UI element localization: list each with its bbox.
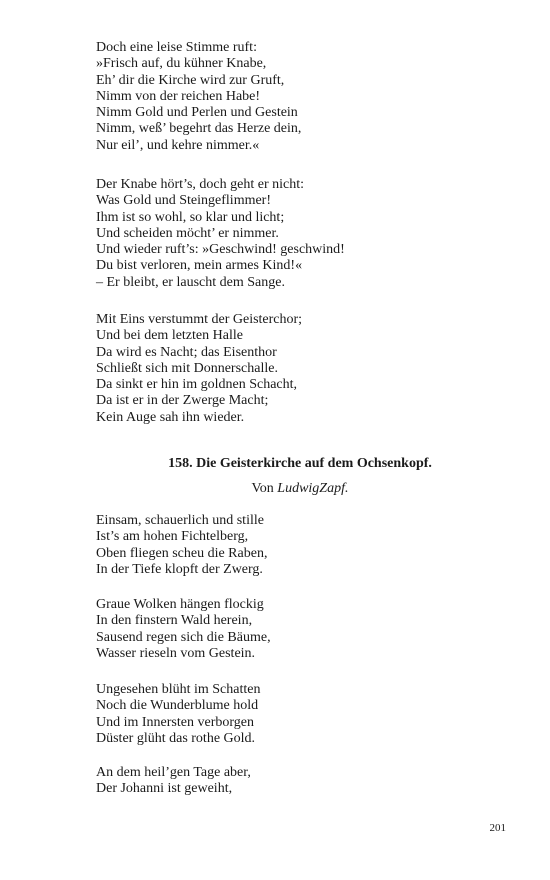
poem-line: Mit Eins verstummt der Geisterchor; <box>96 312 303 327</box>
poem-line: Ihm ist so wohl, so klar und licht; <box>96 209 285 225</box>
poem-line: Der Johanni ist geweiht, <box>96 781 233 797</box>
poem-line: – Er bleibt, er lauscht dem Sange. <box>96 274 285 290</box>
poem-stanza <box>96 682 260 747</box>
poem-line: Da sinkt er hin im goldnen Schacht, <box>96 377 298 393</box>
poem-line: Der Knabe hört’s, doch geht er nicht: <box>96 177 304 192</box>
byline-prefix: Von <box>251 481 274 496</box>
poem-line: Nimm, weß’ begehrt das Herze dein, <box>96 121 302 137</box>
poem-stanza <box>96 765 251 798</box>
poem-stanza <box>96 177 345 291</box>
poem-stanza <box>96 40 301 154</box>
poem-line: In der Tiefe klopft der Zwerg. <box>96 561 263 577</box>
poem-stanza <box>96 597 271 662</box>
poem-line: Du bist verloren, mein armes Kind!« <box>96 258 303 274</box>
poem-line: Und wieder ruft’s: »Geschwind! geschwind! <box>96 242 345 258</box>
poem-stanza <box>96 312 302 426</box>
poem-line: Doch eine leise Stimme ruft: <box>96 40 257 55</box>
poem-line: Eh’ dir die Kirche wird zur Gruft, <box>96 72 285 88</box>
poem-line: Und bei dem letzten Halle <box>96 328 243 344</box>
poem-line: Sausend regen sich die Bäume, <box>96 629 271 645</box>
poem-line: In den finstern Wald herein, <box>96 613 253 629</box>
poem-line: Und im Innersten verborgen <box>96 714 254 730</box>
poem-line: Nimm von der reichen Habe! <box>96 88 261 104</box>
poem-stanza <box>96 513 267 578</box>
poem-line: Schließt sich mit Donnerschalle. <box>96 360 278 376</box>
poem-line: Da ist er in der Zwerge Macht; <box>96 393 269 409</box>
poem-line: Was Gold und Steingeflimmer! <box>96 193 272 209</box>
poem-line: Noch die Wunderblume hold <box>96 698 259 714</box>
poem-line: »Frisch auf, du kühner Knabe, <box>96 56 267 72</box>
poem-byline <box>0 481 550 497</box>
poem-line: Graue Wolken hängen flockig <box>96 597 264 612</box>
poem-line: Und scheiden möcht’ er nimmer. <box>96 225 279 241</box>
poem-line: Oben fliegen scheu die Raben, <box>96 545 268 561</box>
poem-line: Da wird es Nacht; das Eisenthor <box>96 344 277 360</box>
author-name: LudwigZapf. <box>277 481 349 496</box>
poem-title: 158. Die Geisterkirche auf dem Ochsenkopf. <box>168 456 432 471</box>
poem-line: Düster glüht das rothe Gold. <box>96 730 256 746</box>
poem-line: Wasser rieseln vom Gestein. <box>96 645 256 661</box>
poem-line: Nimm Gold und Perlen und Gestein <box>96 105 298 121</box>
poem-line: An dem heil’gen Tage aber, <box>96 765 251 780</box>
poem-line: Ungesehen blüht im Schatten <box>96 682 261 697</box>
poem-line: Kein Auge sah ihn wieder. <box>96 409 245 425</box>
poem-line: Ist’s am hohen Fichtelberg, <box>96 529 249 545</box>
poem-line: Nur eil’, und kehre nimmer.« <box>96 137 260 153</box>
poem-line: Einsam, schauerlich und stille <box>96 513 264 528</box>
page-number: 201 <box>489 822 506 834</box>
